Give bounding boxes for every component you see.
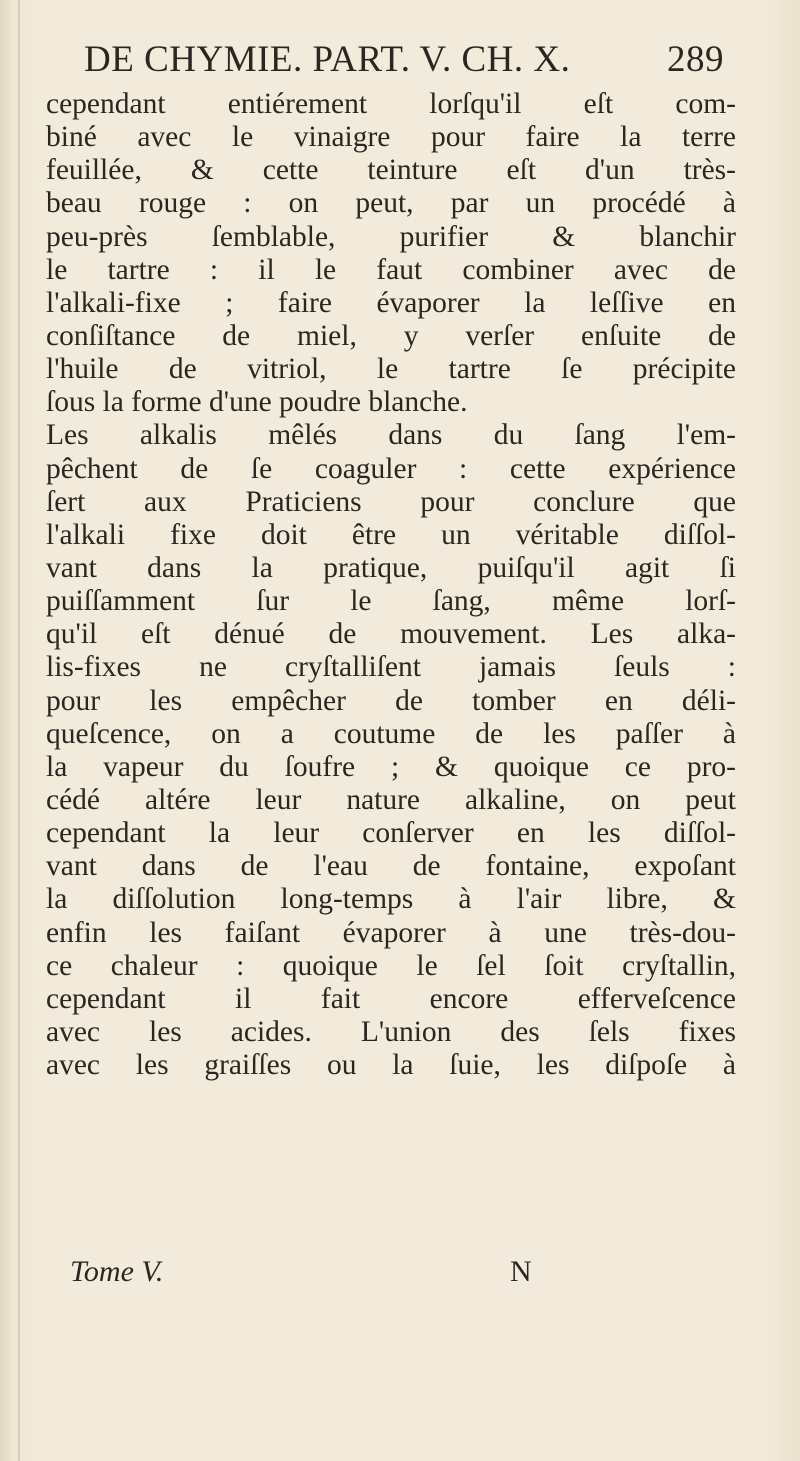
- text-line: qu'il eſt dénué de mouvement. Les alka-: [46, 618, 736, 651]
- page-header: [84, 38, 724, 88]
- text-line: cependant la leur conſerver en les diſſol-: [46, 817, 736, 850]
- text-line: ſous la forme d'une poudre blanche.: [46, 386, 468, 419]
- text-line: vant dans la pratique, puiſqu'il agit ſi: [46, 551, 736, 584]
- signature-mark: N: [510, 1255, 532, 1288]
- body-text: [46, 88, 736, 1082]
- text-line: l'alkali fixe doit être un véritable diſſol-: [46, 518, 736, 551]
- text-line: feuillée, & cette teinture eſt d'un très-: [46, 154, 736, 187]
- text-line: beau rouge : on peut, par un procédé à: [46, 187, 736, 220]
- text-line: conſiſtance de miel, y verſer enſuite de: [46, 319, 736, 352]
- text-line: puiſſamment ſur le ſang, même lorſ-: [46, 585, 736, 618]
- text-line: ce chaleur : quoique le ſel ſoit cryſtallin,: [46, 949, 736, 982]
- page-number: 289: [667, 39, 724, 80]
- text-line: l'alkali-fixe ; faire évaporer la leſſive en: [46, 286, 736, 319]
- text-line: la vapeur du ſoufre ; & quoique ce pro-: [46, 750, 736, 783]
- text-line: avec les acides. L'union des ſels fixes: [46, 1015, 736, 1048]
- text-line: avec les graiſſes ou la ſuie, les diſpoſe à: [46, 1049, 736, 1082]
- text-line: lis-fixes ne cryſtalliſent jamais ſeuls :: [46, 651, 736, 684]
- text-line: biné avec le vinaigre pour faire la terre: [46, 121, 736, 154]
- page-footer: [70, 1255, 590, 1295]
- text-line: queſcence, on a coutume de les paſſer à: [46, 717, 736, 750]
- text-line: enfin les faiſant évaporer à une très-dou-: [46, 916, 736, 949]
- text-line: vant dans de l'eau de fontaine, expoſant: [46, 850, 736, 883]
- text-line: Les alkalis mêlés dans du ſang l'em-: [46, 419, 736, 452]
- text-line: ſert aux Praticiens pour conclure que: [46, 485, 736, 518]
- text-line: cédé altére leur nature alkaline, on peut: [46, 783, 736, 816]
- text-line: l'huile de vitriol, le tartre ſe précipite: [46, 353, 736, 386]
- text-line: peu-près ſemblable, purifier & blanchir: [46, 220, 736, 253]
- text-line: le tartre : il le faut combiner avec de: [46, 253, 736, 286]
- volume-label: Tome V.: [70, 1255, 164, 1288]
- running-head: DE CHYMIE. PART. V. CH. X.: [84, 39, 571, 80]
- text-line: cependant entiérement lorſqu'il eſt com-: [46, 88, 736, 120]
- text-line: pour les empêcher de tomber en déli-: [46, 684, 736, 717]
- page-gutter: [18, 0, 20, 1461]
- text-line: la diſſolution long-temps à l'air libre, &: [46, 883, 736, 916]
- text-line: cependant il fait encore efferveſcence: [46, 982, 736, 1015]
- text-line: pêchent de ſe coaguler : cette expérience: [46, 452, 736, 485]
